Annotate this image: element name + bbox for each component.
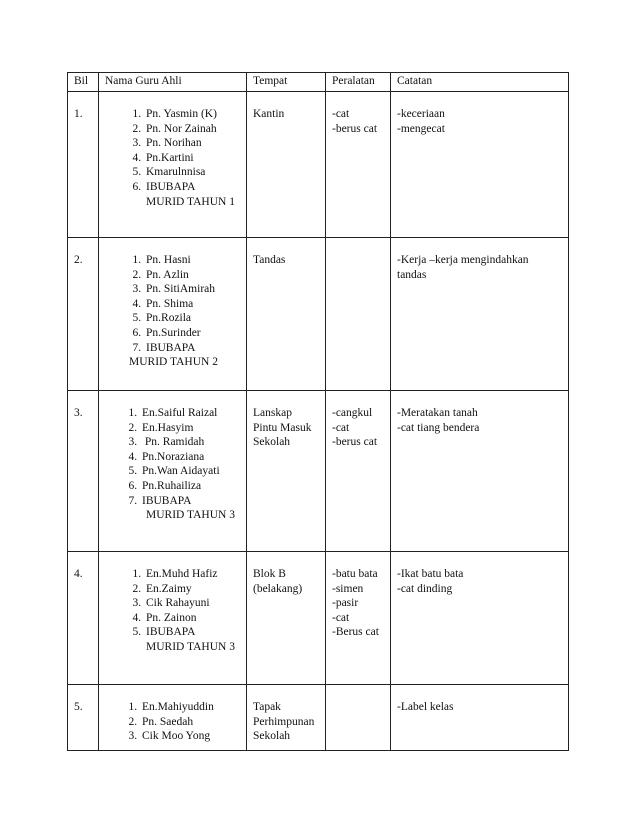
list-item: 4. Pn. Shima [144,297,246,312]
list-item: 6. Pn.Ruhailiza [140,479,246,494]
guru-continuation: MURID TAHUN 1 [146,195,235,208]
tempat-line: Tapak [253,701,281,713]
catatan-cell [391,685,569,751]
list-item: 5. Kmarulnnisa [144,165,246,180]
catatan-cell [391,238,569,391]
catatan-line: -cat dinding [397,582,453,595]
peralatan-cell [326,238,391,391]
tempat-cell [247,685,326,751]
header-peralatan: Peralatan [326,73,391,92]
list-item: 3. Cik Rahayuni [144,596,246,611]
peralatan-line: -cat [332,611,350,624]
list-item: 2. Pn. Saedah [140,715,246,730]
catatan-cell [391,92,569,238]
tempat-cell [247,92,326,238]
list-item: 4. Pn.Noraziana [140,450,246,465]
tempat-line: Kantin [253,108,285,120]
peralatan-cell [326,552,391,685]
list-item: 2. Pn. Nor Zainah [144,122,246,137]
list-item: 2. En.Hasyim [140,421,246,436]
peralatan-line: -batu bata [332,568,378,580]
tempat-line: Sekolah [253,730,291,743]
bil-cell: 2. [68,238,99,391]
table-row [68,92,569,238]
catatan-cell [391,552,569,685]
header-catatan: Catatan [391,73,569,92]
peralatan-line: -Berus cat [332,626,379,639]
guru-continuation: MURID TAHUN 3 [146,640,235,653]
header-bil: Bil [68,73,99,92]
tempat-cell [247,238,326,391]
list-item: 3. Pn. Ramidah [140,435,246,450]
peralatan-line: -berus cat [332,436,378,449]
guru-continuation: MURID TAHUN 2 [129,356,218,369]
list-item: 4. Pn.Kartini [144,151,246,166]
header-row [68,73,569,92]
tempat-line: Sekolah [253,436,291,449]
header-nama-guru: Nama Guru Ahli [99,73,247,92]
peralatan-line: -cat [332,108,350,120]
list-item: 1. En.Muhd Hafiz [144,567,246,582]
guru-cell [99,391,247,552]
list-item: 5. IBUBAPA [144,625,246,640]
peralatan-line: -berus cat [332,122,378,135]
table-row [68,238,569,391]
bil-cell: 1. [68,92,99,238]
list-item: 5. Pn.Wan Aidayati [140,464,246,479]
tempat-line: Perhimpunan [253,715,315,728]
peralatan-line: -cangkul [332,407,373,419]
tempat-cell [247,391,326,552]
list-item: 1. En.Mahiyuddin [140,700,246,715]
peralatan-cell [326,391,391,552]
list-item: 7. IBUBAPA [144,341,246,356]
guru-cell [99,552,247,685]
guru-list [105,567,246,640]
tempat-cell [247,552,326,685]
tempat-line: Pintu Masuk [253,421,312,434]
catatan-line: tandas [397,268,427,281]
guru-cell [99,238,247,391]
list-item: 3. Pn. SitiAmirah [144,282,246,297]
peralatan-line: -cat [332,421,350,434]
tempat-line: Lanskap [253,407,292,419]
guru-continuation: MURID TAHUN 3 [146,509,235,522]
bil-cell: 3. [68,391,99,552]
list-item: 4. Pn. Zainon [144,611,246,626]
committee-table [67,72,569,751]
catatan-line: -keceriaan [397,108,445,120]
catatan-line: -Kerja –kerja mengindahkan [397,254,529,266]
list-item: 6. IBUBAPA [144,180,246,195]
table-row [68,391,569,552]
bil-cell: 4. [68,552,99,685]
table-row [68,552,569,685]
list-item: 5. Pn.Rozila [144,311,246,326]
list-item: 7. IBUBAPA [140,494,246,509]
list-item: 1. En.Saiful Raizal [140,406,246,421]
catatan-line: -Ikat batu bata [397,568,464,580]
catatan-line: -cat tiang bendera [397,421,480,434]
guru-list [105,253,246,355]
list-item: 3. Pn. Norihan [144,136,246,151]
peralatan-cell [326,685,391,751]
table-row [68,685,569,751]
header-tempat: Tempat [247,73,326,92]
guru-list [105,700,246,744]
guru-cell [99,685,247,751]
catatan-cell [391,391,569,552]
catatan-line: -mengecat [397,122,445,135]
list-item: 6. Pn.Surinder [144,326,246,341]
peralatan-line: -simen [332,582,364,595]
guru-cell [99,92,247,238]
tempat-line: Tandas [253,254,286,266]
catatan-line: -Meratakan tanah [397,407,478,419]
list-item: 2. En.Zaimy [144,582,246,597]
peralatan-cell [326,92,391,238]
peralatan-line: -pasir [332,597,359,610]
tempat-line: (belakang) [253,582,303,595]
guru-list [105,406,246,508]
list-item: 2. Pn. Azlin [144,268,246,283]
bil-cell: 5. [68,685,99,751]
guru-list [105,107,246,195]
catatan-line: -Label kelas [397,701,454,713]
tempat-line: Blok B [253,568,286,580]
list-item: 1. Pn. Hasni [144,253,246,268]
list-item: 3. Cik Moo Yong [140,729,246,744]
list-item: 1. Pn. Yasmin (K) [144,107,246,122]
